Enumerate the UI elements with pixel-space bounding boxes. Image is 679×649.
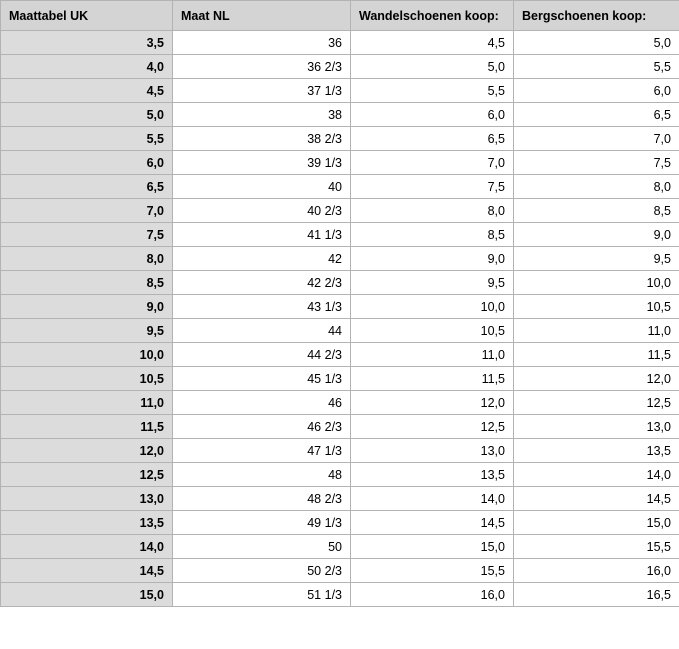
table-row (1, 367, 679, 391)
cell-bergschoenen: 13,0 (514, 415, 679, 439)
cell-uk: 4,0 (1, 55, 173, 79)
table-row (1, 535, 679, 559)
cell-bergschoenen: 11,0 (514, 319, 679, 343)
column-header-bergschoenen: Bergschoenen koop: (514, 1, 679, 31)
cell-nl: 37 1/3 (173, 79, 351, 103)
cell-uk: 8,0 (1, 247, 173, 271)
cell-nl: 49 1/3 (173, 511, 351, 535)
table-header-row (1, 1, 679, 31)
cell-bergschoenen: 8,0 (514, 175, 679, 199)
table-row (1, 319, 679, 343)
cell-bergschoenen: 8,5 (514, 199, 679, 223)
cell-wandelschoenen: 6,0 (351, 103, 514, 127)
cell-wandelschoenen: 7,5 (351, 175, 514, 199)
cell-bergschoenen: 9,5 (514, 247, 679, 271)
table-row (1, 199, 679, 223)
cell-nl: 42 (173, 247, 351, 271)
cell-bergschoenen: 14,5 (514, 487, 679, 511)
cell-wandelschoenen: 8,5 (351, 223, 514, 247)
cell-nl: 39 1/3 (173, 151, 351, 175)
table-row (1, 151, 679, 175)
cell-nl: 36 2/3 (173, 55, 351, 79)
cell-wandelschoenen: 12,0 (351, 391, 514, 415)
table-row (1, 31, 679, 55)
table-row (1, 439, 679, 463)
table-row (1, 271, 679, 295)
table-row (1, 415, 679, 439)
cell-wandelschoenen: 13,0 (351, 439, 514, 463)
cell-uk: 8,5 (1, 271, 173, 295)
cell-wandelschoenen: 14,5 (351, 511, 514, 535)
cell-wandelschoenen: 12,5 (351, 415, 514, 439)
cell-uk: 14,0 (1, 535, 173, 559)
cell-nl: 45 1/3 (173, 367, 351, 391)
cell-nl: 47 1/3 (173, 439, 351, 463)
cell-uk: 10,0 (1, 343, 173, 367)
cell-uk: 6,0 (1, 151, 173, 175)
cell-wandelschoenen: 10,5 (351, 319, 514, 343)
cell-uk: 9,0 (1, 295, 173, 319)
cell-bergschoenen: 13,5 (514, 439, 679, 463)
cell-nl: 50 2/3 (173, 559, 351, 583)
cell-bergschoenen: 12,0 (514, 367, 679, 391)
table-row (1, 223, 679, 247)
cell-uk: 9,5 (1, 319, 173, 343)
cell-nl: 44 (173, 319, 351, 343)
cell-bergschoenen: 10,5 (514, 295, 679, 319)
table-row (1, 79, 679, 103)
cell-bergschoenen: 7,5 (514, 151, 679, 175)
cell-bergschoenen: 9,0 (514, 223, 679, 247)
column-header-nl: Maat NL (173, 1, 351, 31)
table-row (1, 559, 679, 583)
table-body (1, 31, 679, 607)
cell-uk: 10,5 (1, 367, 173, 391)
table-row (1, 295, 679, 319)
cell-wandelschoenen: 11,5 (351, 367, 514, 391)
cell-wandelschoenen: 11,0 (351, 343, 514, 367)
table-row (1, 463, 679, 487)
cell-nl: 46 2/3 (173, 415, 351, 439)
cell-bergschoenen: 15,0 (514, 511, 679, 535)
cell-bergschoenen: 14,0 (514, 463, 679, 487)
cell-nl: 51 1/3 (173, 583, 351, 607)
cell-nl: 38 (173, 103, 351, 127)
table-row (1, 343, 679, 367)
cell-nl: 48 (173, 463, 351, 487)
cell-uk: 12,0 (1, 439, 173, 463)
cell-uk: 15,0 (1, 583, 173, 607)
cell-uk: 3,5 (1, 31, 173, 55)
cell-wandelschoenen: 15,5 (351, 559, 514, 583)
cell-uk: 14,5 (1, 559, 173, 583)
cell-nl: 42 2/3 (173, 271, 351, 295)
cell-wandelschoenen: 8,0 (351, 199, 514, 223)
cell-wandelschoenen: 5,5 (351, 79, 514, 103)
cell-nl: 40 2/3 (173, 199, 351, 223)
cell-uk: 11,0 (1, 391, 173, 415)
table-row (1, 103, 679, 127)
cell-uk: 7,5 (1, 223, 173, 247)
table-row (1, 391, 679, 415)
cell-nl: 44 2/3 (173, 343, 351, 367)
table-row (1, 247, 679, 271)
cell-nl: 41 1/3 (173, 223, 351, 247)
table-row (1, 583, 679, 607)
cell-nl: 43 1/3 (173, 295, 351, 319)
table-row (1, 127, 679, 151)
cell-wandelschoenen: 13,5 (351, 463, 514, 487)
column-header-uk: Maattabel UK (1, 1, 173, 31)
cell-nl: 48 2/3 (173, 487, 351, 511)
cell-bergschoenen: 6,5 (514, 103, 679, 127)
cell-wandelschoenen: 6,5 (351, 127, 514, 151)
cell-uk: 5,0 (1, 103, 173, 127)
table-row (1, 487, 679, 511)
table-row (1, 511, 679, 535)
cell-nl: 46 (173, 391, 351, 415)
cell-bergschoenen: 5,5 (514, 55, 679, 79)
cell-wandelschoenen: 10,0 (351, 295, 514, 319)
cell-bergschoenen: 15,5 (514, 535, 679, 559)
cell-nl: 38 2/3 (173, 127, 351, 151)
cell-nl: 50 (173, 535, 351, 559)
cell-uk: 12,5 (1, 463, 173, 487)
cell-wandelschoenen: 14,0 (351, 487, 514, 511)
cell-bergschoenen: 5,0 (514, 31, 679, 55)
cell-uk: 4,5 (1, 79, 173, 103)
cell-wandelschoenen: 9,0 (351, 247, 514, 271)
cell-uk: 13,5 (1, 511, 173, 535)
table-header (1, 1, 679, 31)
table-row (1, 175, 679, 199)
cell-bergschoenen: 6,0 (514, 79, 679, 103)
cell-bergschoenen: 7,0 (514, 127, 679, 151)
cell-wandelschoenen: 4,5 (351, 31, 514, 55)
cell-nl: 40 (173, 175, 351, 199)
table-row (1, 55, 679, 79)
cell-wandelschoenen: 16,0 (351, 583, 514, 607)
cell-bergschoenen: 16,0 (514, 559, 679, 583)
cell-nl: 36 (173, 31, 351, 55)
cell-uk: 7,0 (1, 199, 173, 223)
cell-wandelschoenen: 5,0 (351, 55, 514, 79)
cell-wandelschoenen: 7,0 (351, 151, 514, 175)
cell-bergschoenen: 12,5 (514, 391, 679, 415)
cell-wandelschoenen: 15,0 (351, 535, 514, 559)
cell-uk: 13,0 (1, 487, 173, 511)
cell-uk: 6,5 (1, 175, 173, 199)
column-header-wandelschoenen: Wandelschoenen koop: (351, 1, 514, 31)
cell-uk: 5,5 (1, 127, 173, 151)
cell-bergschoenen: 11,5 (514, 343, 679, 367)
cell-wandelschoenen: 9,5 (351, 271, 514, 295)
cell-bergschoenen: 10,0 (514, 271, 679, 295)
cell-bergschoenen: 16,5 (514, 583, 679, 607)
cell-uk: 11,5 (1, 415, 173, 439)
